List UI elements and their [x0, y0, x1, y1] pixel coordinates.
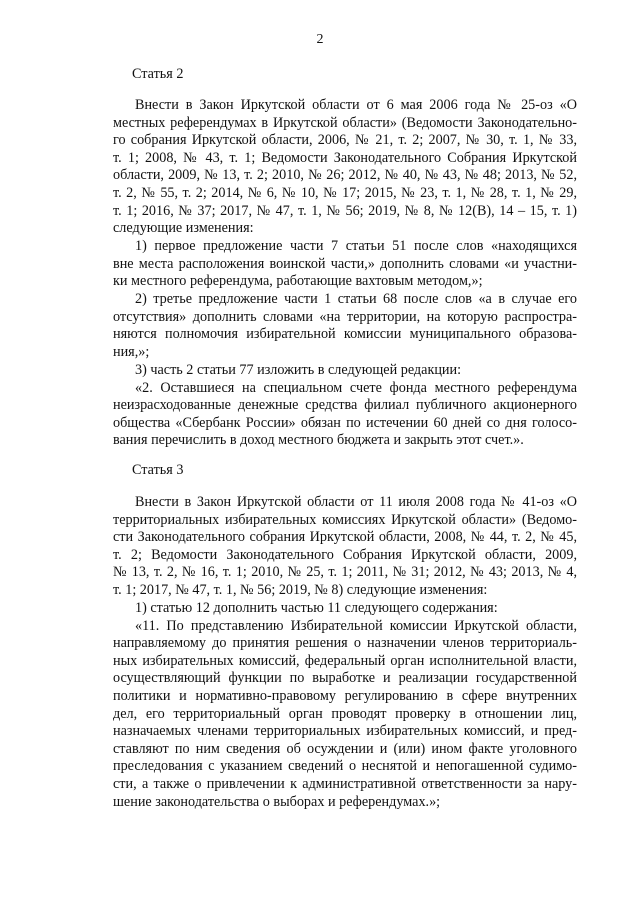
text-line: преследования с указанием сведений о неснятой и непогашенной судимо-: [113, 758, 577, 775]
text-line: сти Законодательного собрания Иркутской области, 2008, № 44, т. 2, № 45,: [113, 529, 577, 546]
text-line: местных референдумах в Иркутской области» (Ведомости Законодательно-: [113, 114, 577, 131]
text-line: 1) первое предложение части 7 статьи 51 после слов «находящихся: [135, 238, 577, 254]
article-2-item-3: [113, 362, 577, 450]
text-line: ных избирательных комиссий, федеральный орган исполнительной власти,: [113, 652, 577, 669]
text-line: т. 2, № 55, т. 2; 2014, № 6, № 10, № 17; 2015, № 23, т. 1, № 28, т. 1, № 29,: [113, 184, 577, 201]
text-line: ния,»;: [113, 343, 150, 360]
article-2-item-1: [113, 238, 577, 291]
text-line: 3) часть 2 статьи 77 изложить в следующей редакции:: [135, 362, 462, 378]
text-line: Внести в Закон Иркутской области от 11 июля 2008 года № 41-оз «О: [135, 494, 577, 510]
article-2-item-2: [113, 291, 577, 361]
text-line: ставляют по ним сведения об осуждении и (или) ином факте уголовного: [113, 740, 577, 757]
text-line: го собрания Иркутской области, 2006, № 21, т. 2; 2007, № 30, т. 1, № 33,: [113, 132, 577, 149]
text-line: № 13, т. 2, № 16, т. 1; 2010, № 25, т. 1; 2011, № 31; 2012, № 43; 2013, № 4,: [113, 564, 577, 581]
text-line: вания перечислить в доход местного бюджета и закрыть этот счет.».: [113, 432, 524, 449]
text-line: сти, а также о привлечении к административной ответственности за нару-: [113, 775, 577, 792]
text-line: назначаемых членами территориальных избирательных комиссий, и пред-: [113, 723, 577, 740]
text-line: отсутствия» дополнить словами «на территории, на которую распростра-: [113, 308, 577, 325]
text-line: шение законодательства о выборах и референдумах.»;: [113, 793, 441, 810]
text-line: вне места расположения воинской части,» дополнить словами «и участни-: [113, 255, 577, 272]
text-line: 2) третье предложение части 1 статьи 68 после слов «а в случае его: [135, 291, 577, 307]
text-line: осуществляющий функции по выработке и реализации государственной: [113, 670, 577, 687]
text-line: направляемому до принятия решения о назначении членов территориаль-: [113, 635, 577, 652]
text-line: ки местного референдума, работающие вахтовым методом,»;: [113, 273, 483, 290]
text-line: т. 1; 2008, № 43, т. 1; Ведомости Законодательного Собрания Иркутской: [113, 149, 577, 166]
article-2-intro: [113, 97, 577, 238]
text-line: няются полномочия избирательной комиссии муниципального образова-: [113, 326, 577, 343]
text-line: следующие изменения:: [113, 220, 254, 237]
article-3-item-1: [113, 600, 577, 811]
text-line: Внести в Закон Иркутской области от 6 мая 2006 года № 25-оз «О: [135, 97, 577, 113]
article-3-heading: Статья 3: [132, 462, 184, 478]
article-2-heading: Статья 2: [132, 66, 184, 82]
text-line: дел, его территориальный орган проводят проверку в отношении лиц,: [113, 705, 577, 722]
text-line: т. 1; 2016, № 37; 2017, № 47, т. 1, № 56; 2019, № 8, № 12(В), 14 – 15, т. 1): [113, 202, 577, 219]
text-line: «11. По представлению Избирательной комиссии Иркутской области,: [135, 617, 577, 634]
text-line: общества «Сбербанк России» обязан по истечении 60 дней со дня голосо-: [113, 414, 577, 431]
text-line: неизрасходованные денежные средства филиал публичного акционерного: [113, 397, 577, 414]
article-3-intro: [113, 494, 577, 600]
text-line: т. 2; Ведомости Законодательного Собрания Иркутской области, 2009,: [113, 546, 577, 563]
text-line: 1) статью 12 дополнить частью 11 следующего содержания:: [135, 600, 498, 616]
text-line: «2. Оставшиеся на специальном счете фонда местного референдума: [135, 379, 577, 396]
page-number: 2: [316, 32, 324, 47]
text-line: т. 1; 2017, № 47, т. 1, № 56; 2019, № 8) следующие изменения:: [113, 581, 488, 598]
text-line: политики и нормативно-правовому регулированию в сфере внутренних: [113, 687, 577, 704]
text-line: территориальных избирательных комиссиях Иркутской области» (Ведомо-: [113, 511, 577, 528]
text-line: области, 2009, № 13, т. 2; 2010, № 26; 2012, № 40, № 43, № 48; 2013, № 52,: [113, 167, 577, 184]
